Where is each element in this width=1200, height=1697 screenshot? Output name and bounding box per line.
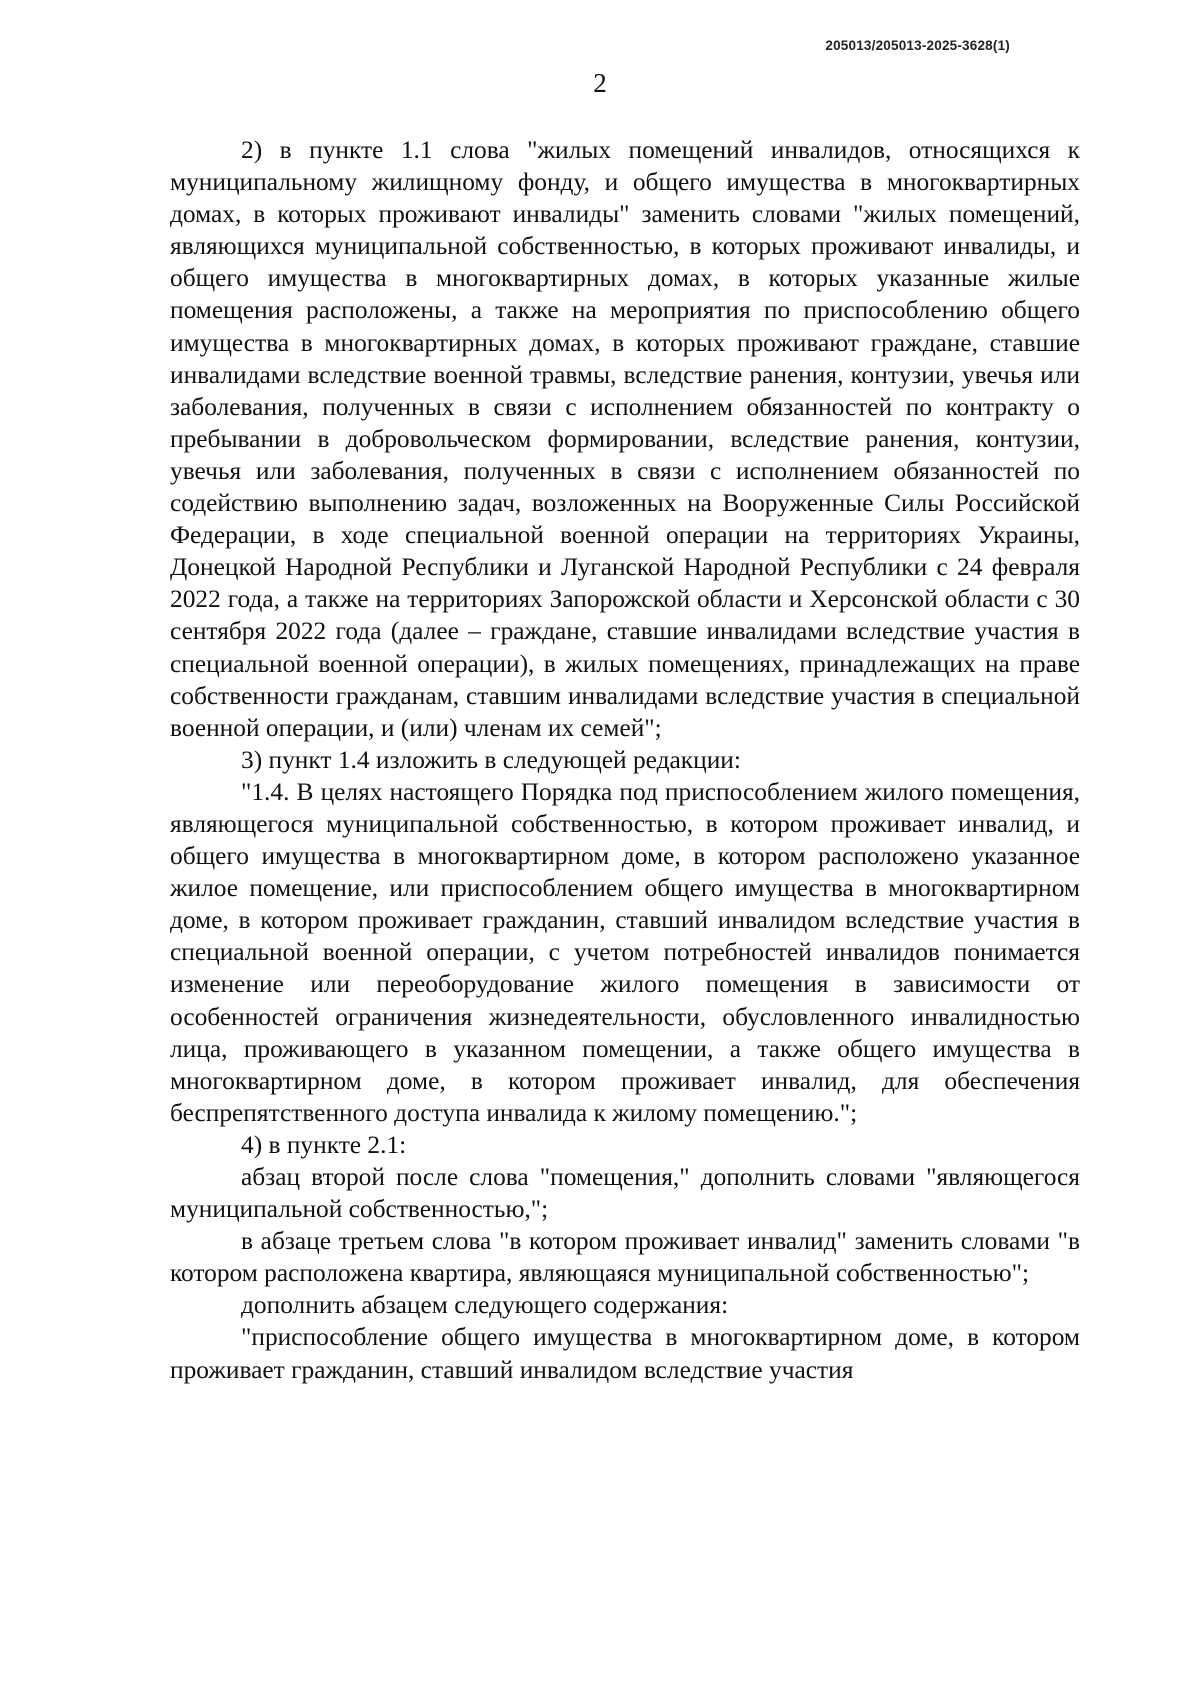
paragraph-item-2: 2) в пункте 1.1 слова "жилых помещений инвалидов, относящихся к муниципальному жилищному фонду, и общего имущества в многоквартирных домах, в которых проживают инвалиды" заменить словами "жилых помещений, являющихся муниципальной собственностью, в которых проживают инвалиды, и общего имущества в многоквартирных домах, в которых указанные жилые помещения расположены, а также на мероприятия по приспособлению общего имущества в многоквартирных домах, в которых проживают граждане, ставшие инвалидами вследствие военной травмы, вследствие ранения, контузии, увечья или заболевания, полученных в связи с исполнением обязанностей по контракту о пребывании в добровольческом формировании, вследствие ранения, контузии, увечья или заболевания, полученных в связи с исполнением обязанностей по содействию выполнению задач, возложенных на Вооруженные Силы Российской Федерации, в ходе специальной военной операции на территориях Украины, Донецкой Народной Республики и Луганской Народной Республики с 24 февраля 2022 года, а также на территориях Запорожской области и Херсонской области с 30 сентября 2022 года (далее – граждане, ставшие инвалидами вследствие участия в специальной военной операции), в жилых помещениях, принадлежащих на праве собственности гражданам, ставшим инвалидами вследствие участия в специальной военной операции, и (или) членам их семей"; [170, 136, 1080, 742]
paragraph-abzac-third: в абзаце третьем слова "в котором проживает инвалид" заменить словами "в котором расположена квартира, являющаяся муниципальной собственностью"; [170, 1227, 1080, 1288]
document-registration-number: 205013/205013-2025-3628(1) [825, 38, 1010, 53]
paragraph-clause-1-4: "1.4. В целях настоящего Порядка под приспособлением жилого помещения, являющегося муниципальной собственностью, в котором проживает инвалид, и общего имущества в многоквартирном доме, в котором расположено указанное жилое помещение, или приспособлением общего имущества в многоквартирном доме, в котором проживает гражданин, ставший инвалидом вследствие участия в специальной военной операции, с учетом потребностей инвалидов понимается изменение или переоборудование жилого помещения в зависимости от особенностей ограничения жизнедеятельности, обусловленного инвалидностью лица, проживающего в указанном помещении, а также общего имущества в многоквартирном доме, в котором проживает инвалид, для обеспечения беспрепятственного доступа инвалида к жилому помещению."; [170, 777, 1080, 1127]
paragraph-new-abzac-text: "приспособление общего имущества в многоквартирном доме, в котором проживает гражданин, ставший инвалидом вследствие участия [170, 1323, 1080, 1384]
paragraph-abzac-second: абзац второй после слова "помещения," дополнить словами "являющегося муниципальной собственностью,"; [170, 1163, 1080, 1224]
page-number: 2 [593, 68, 607, 98]
paragraph-item-4: 4) в пункте 2.1: [241, 1130, 407, 1159]
paragraph-item-3: 3) пункт 1.4 изложить в следующей редакции: [241, 745, 741, 774]
document-body [170, 134, 1080, 1386]
paragraph-add-abzac: дополнить абзацем следующего содержания: [241, 1291, 729, 1320]
